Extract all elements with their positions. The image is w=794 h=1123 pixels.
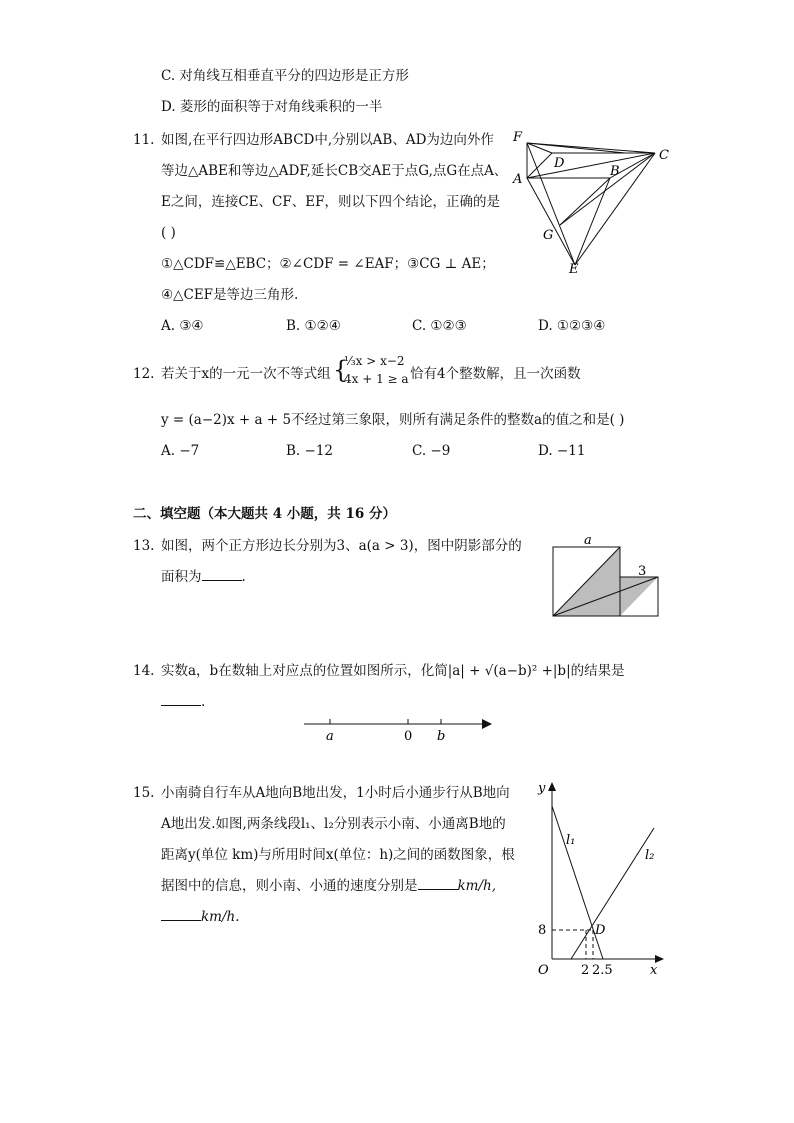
q14-line2 — [161, 692, 205, 712]
q11-line6: ④△CEF是等边三角形. — [161, 287, 299, 303]
q13-line2 — [161, 567, 246, 587]
q14-line2-post: . — [201, 694, 206, 710]
graph-label-y: y — [538, 781, 546, 796]
q12-ineq2: 4x + 1 ≥ a — [344, 372, 409, 386]
q12-line2: y = (a−2)x + a + 5不经过第三象限，则所有满足条件的整数a的值之和是( ) — [161, 412, 625, 428]
graph-label-d: D — [595, 923, 606, 938]
graph-label-x: x — [650, 963, 658, 978]
q11-line1: 如图,在平行四边形ABCD中,分别以AB、AD为边向外作 — [161, 132, 494, 148]
q15-answer-blank-1[interactable] — [418, 877, 458, 890]
fig13-label-a: a — [584, 533, 592, 548]
q11-option-c[interactable]: C. ①②③ — [412, 318, 467, 334]
q13-figure — [548, 532, 664, 622]
q12-brace: { — [333, 356, 349, 384]
q13-number: 13. — [133, 538, 155, 554]
q15-line1: 小南骑自行车从A地向B地出发，1小时后小通步行从B地向 — [161, 785, 510, 801]
q11-line5: ①△CDF≌△EBC；②∠CDF = ∠EAF；③CG ⊥ AE； — [161, 256, 495, 272]
axis-label-0: 0 — [404, 729, 413, 744]
q11-line3: E之间，连接CE、CF、EF，则以下四个结论，正确的是 — [161, 194, 500, 210]
q11-option-a[interactable]: A. ③④ — [161, 318, 204, 334]
q15-line4-pre: 据图中的信息，则小南、小通的速度分别是 — [161, 878, 418, 894]
graph-label-l2: l₂ — [645, 848, 655, 863]
q13-line1: 如图，两个正方形边长分别为3、a(a > 3)，图中阴影部分的 — [161, 538, 522, 554]
q15-line5 — [161, 907, 240, 927]
section-2-title: 二、填空题（本大题共 4 小题，共 16 分） — [133, 506, 396, 522]
q15-line4 — [161, 876, 496, 896]
q14-line1: 实数a，b在数轴上对应点的位置如图所示，化简|a| + √(a−b)² +|b|的结果是 — [161, 663, 625, 679]
fig11-label-a: A — [513, 172, 523, 187]
q15-number: 15. — [133, 785, 155, 801]
q15-line5-post: km/h. — [201, 909, 240, 925]
fig11-label-g: G — [543, 228, 554, 243]
q13-answer-blank[interactable] — [202, 568, 242, 581]
q15-answer-blank-2[interactable] — [161, 908, 201, 921]
q11-number: 11. — [133, 132, 155, 148]
q12-option-c[interactable]: C. −9 — [412, 443, 451, 459]
q15-line4-post: km/h, — [457, 878, 497, 894]
q11-line4: ( ) — [161, 225, 176, 241]
prev-option-d: D. 菱形的面积等于对角线乘积的一半 — [161, 99, 383, 115]
q15-graph — [530, 776, 670, 982]
q12-ineq1: ⅓x > x−2 — [344, 354, 405, 368]
q12-option-d[interactable]: D. −11 — [538, 443, 586, 459]
axis-label-a: a — [326, 729, 334, 744]
q12-pre: 若关于x的一元一次不等式组 — [161, 366, 331, 382]
fig13-label-3: 3 — [638, 564, 647, 579]
fig11-label-e: E — [569, 262, 579, 277]
q14-answer-blank[interactable] — [161, 693, 201, 706]
graph-label-l1: l₁ — [566, 833, 576, 848]
q12-option-b[interactable]: B. −12 — [286, 443, 333, 459]
q12-post: 恰有4个整数解，且一次函数 — [410, 366, 581, 382]
fig11-label-d: D — [554, 156, 565, 171]
q15-line3: 距离y(单位 km)与所用时间x(单位：h)之间的函数图象，根 — [161, 847, 515, 863]
q11-option-d[interactable]: D. ①②③④ — [538, 318, 606, 334]
q15-line2: A地出发.如图,两条线段l₁、l₂分别表示小南、小通离B地的 — [161, 816, 506, 832]
graph-label-o: O — [538, 963, 549, 978]
q14-number: 14. — [133, 663, 155, 679]
axis-label-b: b — [437, 729, 446, 744]
graph-label-2: 2 — [581, 963, 590, 978]
q12-number: 12. — [133, 366, 155, 382]
prev-option-c: C. 对角线互相垂直平分的四边形是正方形 — [161, 68, 409, 84]
q14-number-line — [300, 712, 500, 746]
fig11-label-b: B — [610, 164, 620, 179]
graph-label-8: 8 — [538, 923, 547, 938]
q12-option-a[interactable]: A. −7 — [161, 443, 200, 459]
fig11-label-f: F — [513, 130, 523, 145]
q11-figure — [505, 125, 675, 280]
graph-label-2-5: 2.5 — [592, 963, 613, 978]
q11-line2: 等边△ABE和等边△ADF,延长CB交AE于点G,点G在点A、 — [161, 163, 508, 179]
fig11-label-c: C — [659, 148, 669, 163]
q13-line2-post: . — [241, 569, 246, 585]
q11-option-b[interactable]: B. ①②④ — [286, 318, 341, 334]
q13-line2-pre: 面积为 — [161, 569, 202, 585]
